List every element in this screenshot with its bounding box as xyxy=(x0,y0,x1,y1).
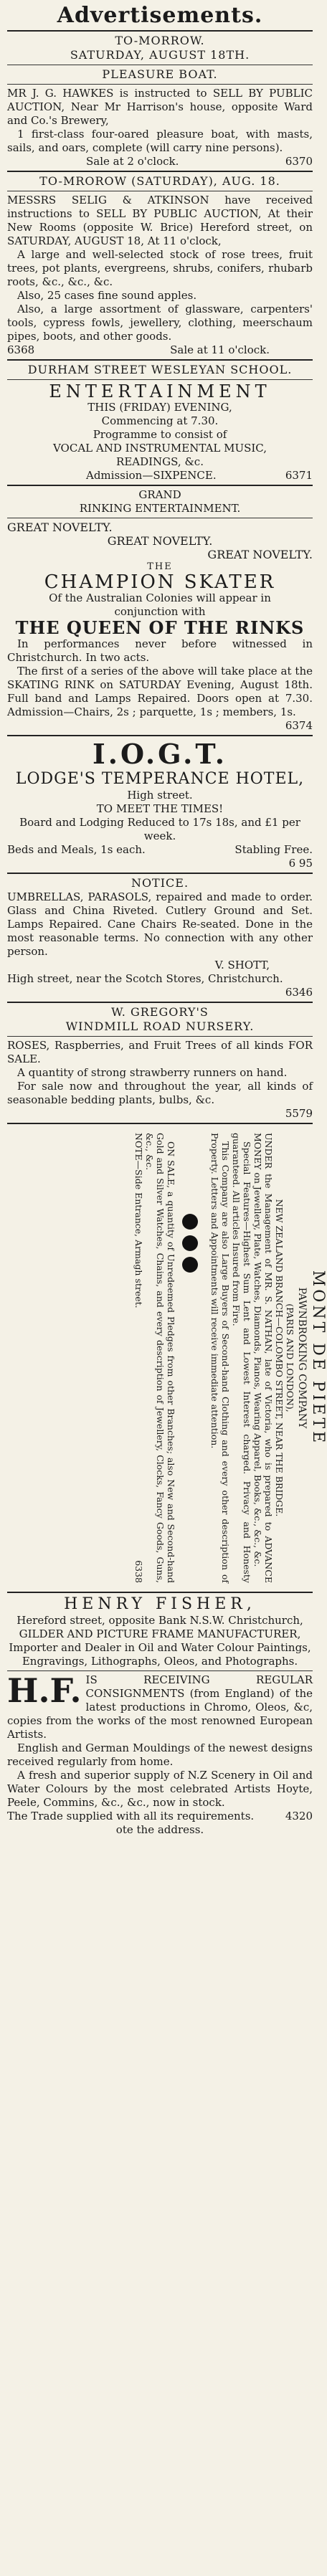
ad-body: ROSES, Raspberries, and Fruit Trees of all kinds FOR SALE. xyxy=(7,1039,313,1065)
ad-line: UNDER the Management of MR. S. NATHAN, late of Victoria, who is prepared to ADVANCE MONEY on Jewellery, Plate, Watches, Diamonds, Pianos, Wearing Apparel, Books, &c., &c., &c. xyxy=(252,1133,274,1583)
divider xyxy=(7,1592,313,1593)
ad-the: THE xyxy=(147,561,173,572)
ad-footer: Sale at 2 o'clock. xyxy=(86,155,179,168)
ad-mont-de-piete xyxy=(7,1128,327,1587)
ad-line: Beds and Meals, 1s each. xyxy=(7,843,146,856)
ad-body: The Trade supplied with all its requirements. xyxy=(7,1810,255,1822)
ad-number: 4320 xyxy=(285,1810,313,1822)
ad-body: In performances never before witnessed in Christchurch. In two acts. xyxy=(7,637,313,664)
ad-line: Board and Lodging Reduced to 17s 18s, and £1 per week. xyxy=(19,816,300,842)
ad-line: THIS (FRIDAY) EVENING, xyxy=(87,401,232,414)
ad-rinking-entertainment xyxy=(7,488,313,733)
ad-title: MONT DE PIETE xyxy=(309,1270,327,1446)
ad-header: WINDMILL ROAD NURSERY. xyxy=(65,1020,255,1033)
ad-header: TO-MORROW. xyxy=(115,34,205,47)
ad-umbrellas xyxy=(7,876,313,999)
ad-number: 6368 xyxy=(7,343,35,356)
divider xyxy=(7,1002,313,1003)
divider xyxy=(7,1036,313,1037)
ad-line: Commencing at 7.30. xyxy=(101,414,219,427)
ad-henry-fisher xyxy=(7,1595,313,1837)
ad-pleasure-boat xyxy=(7,34,313,168)
ad-novelty: GREAT NOVELTY. xyxy=(207,548,313,561)
divider xyxy=(7,735,313,736)
ad-title: CHAMPION SKATER xyxy=(44,571,276,593)
ad-sub: Of the Australian Colonies will appear in xyxy=(49,591,271,604)
ad-line: GILDER AND PICTURE FRAME MANUFACTURER, xyxy=(19,1627,301,1640)
ad-body: MR J. G. HAWKES is instructed to SELL BY PUBLIC AUCTION, Near Mr Harrison's house, opposite Ward and Co.'s Brewery, xyxy=(7,87,313,127)
divider xyxy=(7,171,313,172)
divider xyxy=(7,359,313,361)
divider xyxy=(7,485,313,486)
ad-street: High street. xyxy=(127,789,193,802)
ad-body: Also, a large assortment of glassware, carpenters' tools, cypress fowls, jewellery, clothing, meerschaum pipes, boots, and other goods. xyxy=(7,303,313,343)
ad-header: W. GREGORY'S xyxy=(111,1005,209,1019)
ad-address: High street, near the Scotch Stores, Christchurch. xyxy=(7,972,283,985)
ad-sign: V. SHOTT, xyxy=(214,959,270,971)
ad-number: 6338 xyxy=(133,1560,144,1583)
ad-header: GRAND xyxy=(138,488,181,501)
ad-line: VOCAL AND INSTRUMENTAL MUSIC, xyxy=(52,442,267,455)
ad-footer: Sale at 11 o'clock. xyxy=(170,343,270,356)
ad-title: PLEASURE BOAT. xyxy=(102,67,218,81)
ad-novelty: GREAT NOVELTY. xyxy=(107,534,213,548)
ad-line: TO MEET THE TIMES! xyxy=(96,802,224,815)
ad-body: A fresh and superior supply of N.Z Scenery in Oil and Water Colours by the most celebrated Artists Hoyte, Peele, Commins, &c., &c., now in stock. xyxy=(7,1769,313,1809)
divider xyxy=(7,30,313,32)
divider xyxy=(7,873,313,874)
ad-iogt-hotel xyxy=(7,738,313,870)
ad-footer: ote the address. xyxy=(115,1823,204,1836)
ad-number: 6374 xyxy=(285,719,313,732)
ad-body: A quantity of strong strawberry runners on hand. xyxy=(17,1066,288,1079)
divider xyxy=(7,379,313,380)
ad-name: HENRY FISHER, xyxy=(64,1595,256,1613)
ad-body: MESSRS SELIG & ATKINSON have received instructions to SELL BY PUBLIC AUCTION, At their New Rooms (opposite W. Brice) Hereford street, on SATURDAY, AUGUST 18, At 11 o'clock, xyxy=(7,194,313,247)
ad-header: TO-MROROW (SATURDAY), AUG. 18. xyxy=(39,174,280,188)
ad-sub: conjunction with xyxy=(114,605,206,618)
ad-line: Special Features—Highest Sum Lent and Lowest Interest charged. Privacy and Honesty guaranteed. All articles Insured from Fire. xyxy=(231,1133,252,1583)
ad-gregory-nursery xyxy=(7,1005,313,1121)
ad-body: 1 first-class four-oared pleasure boat, with masts, sails, and oars, complete (will carry nine persons). xyxy=(7,128,313,154)
ad-selig-atkinson xyxy=(7,174,313,357)
ad-line: PAWNBROKING COMPANY xyxy=(296,1287,308,1429)
ad-line: This Company are also Large Buyers of Second-hand Clothing and every other description of Property. Letters and Appointments will receive immediate attention. xyxy=(209,1133,231,1583)
ad-body: IS RECEIVING REGULAR CONSIGNMENTS (from England) of the latest productions in Chromo, Oleos, &c, copies from the works of the most renowned European Artists. xyxy=(7,1673,313,1741)
ad-body: A large and well-selected stock of rose trees, fruit trees, pot plants, evergreens, shrubs, conifers, rhubarb roots, &c., &c., &c. xyxy=(7,248,313,288)
ad-line: READINGS, &c. xyxy=(116,455,204,468)
ad-title: I.O.G.T. xyxy=(92,738,228,770)
divider xyxy=(7,1123,313,1124)
masthead: Advertisements. xyxy=(57,3,263,28)
ad-number: 6370 xyxy=(285,155,313,168)
ad-body: For sale now and throughout the year, all kinds of seasonable bedding plants, bulbs, &c. xyxy=(7,1080,313,1106)
ad-number: 6 95 xyxy=(288,857,313,870)
ad-number: 6371 xyxy=(285,469,313,482)
advertisements-column xyxy=(0,3,327,2576)
ad-line: NEW ZEALAND BRANCH—COLOMBO STREET, NEAR THE BRIDGE. xyxy=(274,1199,285,1517)
ad-line: Engravings, Lithographs, Oleos, and Photographs. xyxy=(22,1655,298,1668)
ad-line: Stabling Free. xyxy=(234,843,313,856)
ad-title: ENTERTAINMENT xyxy=(49,381,271,401)
ad-rotated-text xyxy=(133,1128,327,1587)
ad-title-2: THE QUEEN OF THE RINKS xyxy=(15,617,305,638)
ad-body: UMBRELLAS, PARASOLS, repaired and made to order. Glass and China Riveted. Cutlery Ground and Set. Lamps Repaired. Cane Chairs Re-seated. Done in the most reasonable terms. No connection with any other person. xyxy=(7,890,313,958)
ad-line: Admission—SIXPENCE. xyxy=(86,469,217,482)
ad-line: Programme to consist of xyxy=(93,428,227,441)
ad-number: 5579 xyxy=(285,1107,313,1120)
ad-hotel: LODGE'S TEMPERANCE HOTEL, xyxy=(15,770,305,788)
ad-date: SATURDAY, AUGUST 18TH. xyxy=(70,48,250,62)
pawn-balls-icon xyxy=(182,1133,204,1583)
ad-line: (PARIS AND LONDON), xyxy=(285,1303,295,1412)
divider xyxy=(7,84,313,85)
ad-header: NOTICE. xyxy=(131,876,189,890)
ad-line: Importer and Dealer in Oil and Water Colour Paintings, xyxy=(9,1641,311,1654)
ad-line: NOTE—Side Entrance, Armagh street. xyxy=(133,1133,144,1308)
ad-body: Also, 25 cases fine sound apples. xyxy=(17,289,197,302)
ad-wesleyan-school xyxy=(7,363,313,483)
ad-novelty: GREAT NOVELTY. xyxy=(7,521,113,534)
ad-header: DURHAM STREET WESLEYAN SCHOOL. xyxy=(27,363,293,376)
ad-initials: H.F. xyxy=(7,1671,82,1710)
ad-body: The first of a series of the above will take place at the SKATING RINK on SATURDAY Evening, August 18th. Full band and Lamps Repaired. Doors open at 7.30. Admission—Chairs, 2s ; parquette, 1s ; members, 1s. xyxy=(7,665,313,718)
ad-line: ON SALE, a quantity of Unredeemed Pledges from other Branches; also New and Second-hand Gold and Silver Watches, Chains, and every description of Jewellery, Clocks, Fancy Goods, Guns, &c., &c. xyxy=(144,1133,176,1583)
ad-header: RINKING ENTERTAINMENT. xyxy=(79,502,241,515)
ad-line: Hereford street, opposite Bank N.S.W. Christchurch, xyxy=(16,1614,303,1627)
ad-number: 6346 xyxy=(285,986,313,999)
ad-body: English and German Mouldings of the newest designs received regularly from home. xyxy=(7,1741,313,1768)
